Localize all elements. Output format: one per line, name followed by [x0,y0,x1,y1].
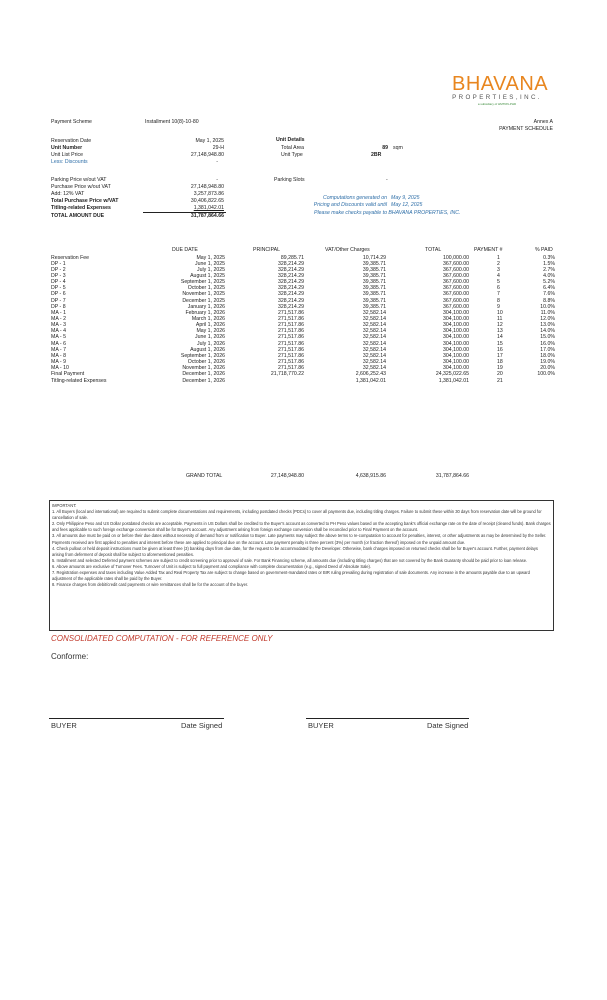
row-due-date: November 1, 2025 [182,291,225,298]
row-label: MA - 1 [51,309,66,316]
payment-scheme-value: Installment 10(8)-10-80 [145,119,199,125]
row-due-date: October 1, 2025 [187,285,225,292]
total-purchase-value: 30,406,822.65 [190,198,224,204]
row-due-date: May 1, 2026 [196,328,225,335]
row-payment-num: 18 [497,359,503,366]
row-payment-num: 14 [497,334,503,341]
row-total: 304,100.00 [443,328,469,335]
row-label: MA - 7 [51,346,66,353]
valid-until-label: Pricing and Discounts valid until [313,202,387,208]
row-principal: 328,214.29 [278,291,304,298]
row-pct-paid: 12.0% [540,316,555,322]
row-due-date: December 1, 2025 [182,297,225,304]
row-payment-num: 1 [497,254,500,261]
col-pct-paid: % PAID [535,247,553,253]
row-due-date: November 1, 2026 [182,365,225,372]
row-payment-num: 11 [497,316,503,322]
row-pct-paid: 11.0% [540,309,555,316]
row-label: DP - 7 [51,297,66,304]
payment-scheme-label: Payment Scheme [51,119,92,125]
row-vat: 32,582.14 [362,359,386,366]
row-label: Reservation Fee [51,254,90,261]
important-heading: IMPORTANT: [52,503,77,508]
row-payment-num: 12 [497,322,503,329]
unit-number-value: 29-H [212,145,224,151]
row-pct-paid: 18.0% [540,352,555,359]
row-total: 304,100.00 [443,309,469,316]
important-note-item: 5. Installment and selected Deferred payment schemes are subject to credit screening prior to approval of sale. For Bank Financing scheme, all amounts due (including titling charges) that are not covered by the Bank Guaranty should be paid prior to loan release. [52,557,528,563]
row-due-date: January 1, 2026 [187,303,225,310]
row-vat: 39,385.71 [362,266,386,273]
titling-value: 1,381,042.01 [193,205,224,211]
row-principal: 271,517.86 [278,340,304,347]
grand-total-principal: 27,148,948.80 [270,473,304,479]
total-due-value: 31,787,864.66 [190,213,224,219]
row-principal: 271,517.86 [278,316,304,322]
row-label: DP - 1 [51,260,66,267]
row-label: MA - 2 [51,316,66,322]
row-label: MA - 8 [51,352,66,359]
total-area-label: Total Area [281,145,305,151]
unit-list-price-value: 27,148,948.80 [190,152,224,158]
logo-brand: BHAVANA [452,73,549,95]
row-total: 304,100.00 [443,340,469,347]
row-label: MA - 5 [51,334,66,341]
important-note-item: 8. Finance charges from debit/credit card payments or wire remittances shall be for the account of the buyer. [52,582,249,588]
row-principal: 89,285.71 [280,254,304,261]
row-label: Final Payment [51,371,85,378]
row-total: 367,600.00 [443,260,469,267]
row-payment-num: 20 [497,371,503,378]
logo-tagline: a subsidiary of HMTRN-PHD [477,102,517,106]
row-vat: 39,385.71 [362,285,386,292]
annex-label: Annex A [533,119,553,125]
row-vat: 32,582.14 [362,316,386,322]
row-vat: 32,582.14 [362,340,386,347]
parking-slots-label: Parking Slots [274,177,305,183]
row-pct-paid: 13.0% [540,322,555,329]
row-principal: 328,214.29 [278,279,304,286]
checks-payable-note: Please make checks payable to BHAVANA PROPERTIES, INC. [314,210,461,216]
row-vat: 32,582.14 [362,352,386,359]
row-pct-paid: 4.0% [543,272,555,279]
row-total: 367,600.00 [443,272,469,279]
row-due-date: September 1, 2026 [180,352,225,359]
total-purchase-label: Total Purchase Price w/VAT [51,198,119,204]
row-due-date: December 1, 2026 [182,377,225,384]
row-pct-paid: 20.0% [540,365,555,372]
table-header [0,247,607,254]
row-total: 367,600.00 [443,303,469,310]
row-vat: 39,385.71 [362,260,386,267]
row-label: MA - 4 [51,328,66,335]
row-total: 100,000.00 [443,254,469,261]
row-pct-paid: 0.3% [543,254,555,261]
row-label: DP - 4 [51,279,66,286]
row-total: 367,600.00 [443,291,469,298]
row-vat: 32,582.14 [362,365,386,372]
row-pct-paid: 15.0% [540,334,555,341]
total-due-label: TOTAL AMOUNT DUE [51,213,105,219]
unit-type-value: 2BR [371,152,382,158]
table-row [0,378,607,385]
row-principal: 328,214.29 [278,297,304,304]
row-principal: 328,214.29 [278,260,304,267]
col-due-date: DUE DATE [172,247,198,253]
row-label: MA - 3 [51,322,66,329]
row-vat: 32,582.14 [362,322,386,329]
total-area-value: 89 [382,145,388,151]
grand-total-vat: 4,638,915.86 [355,473,386,479]
col-principal: PRINCIPAL [253,247,281,253]
row-due-date: July 1, 2025 [197,266,225,273]
row-label: DP - 3 [51,272,66,279]
generated-label: Computations generated on [322,195,387,201]
row-principal: 271,517.86 [278,309,304,316]
important-notes-box [49,500,554,631]
row-total: 367,600.00 [443,285,469,292]
unit-details-heading: Unit Details [276,137,305,143]
vat-label: Add: 12% VAT [51,191,85,197]
valid-until-date: May 12, 2025 [391,202,423,208]
row-principal: 328,214.29 [278,272,304,279]
discounts-value: - [216,159,218,165]
generated-date: May 9, 2025 [391,195,420,201]
row-due-date: February 1, 2026 [185,309,225,316]
row-total: 367,600.00 [443,266,469,273]
row-payment-num: 19 [497,365,503,372]
row-payment-num: 4 [497,272,500,279]
row-vat: 32,582.14 [362,309,386,316]
signature-line-2 [306,718,469,719]
row-label: DP - 6 [51,291,66,298]
important-note-item: 4. Check pullout or held deposit instructions must be given at least three (3) banking days from due date, for the request to be accommodated by the Developer. Otherwise, bank charges imposed on returned checks shall be for Buyer's account. Further, payment delays arising from deferment of deposit shall be subject to aforementioned penalties. [52,545,538,557]
grand-total-total: 31,787,864.66 [435,473,469,479]
row-pct-paid: 8.8% [543,297,555,304]
important-note-item: 6. Above amounts are exclusive of Turnover Fees. Turnover of Unit is subject to full payment and compliance with complete documentation (e.g., signed Deed of Absolute Sale). [52,563,372,569]
row-due-date: October 1, 2026 [187,359,225,366]
row-vat: 39,385.71 [362,279,386,286]
signature-2-buyer-label: BUYER [308,721,334,730]
row-due-date: December 1, 2026 [182,371,225,378]
row-label: MA - 10 [51,365,69,372]
row-payment-num: 17 [497,352,503,359]
important-note-item: 1. All Buyers (local and international) are required to submit complete documentations and requirements, including postdated checks (PDCs) to cover all payments due, including titling charges. Failure to submit these within 30 days from reservation date will be ground for cancellation of sale. [52,509,542,521]
row-pct-paid: 17.0% [540,346,555,353]
row-pct-paid: 19.0% [540,359,555,366]
row-payment-num: 9 [497,303,500,310]
row-payment-num: 15 [497,340,503,347]
row-total: 1,381,042.01 [438,377,469,384]
row-label: DP - 2 [51,266,66,273]
important-note-item: 2. Only Philippine Peso and US Dollar postdated checks are acceptable. Payments in US Dollars shall be credited to the Buyer's account as converted to PH Peso values based on the accepting bank's official exchange rate on the date of receipt (cleared funds). Bank charges and fees applicable to such foreign exchange conversion shall be for Buyer's account. Any adjustment arising from foreign exchange conversion shall be reconciled prior to Final Payment on the account. [52,521,551,533]
row-label: DP - 5 [51,285,66,292]
row-vat: 10,714.29 [362,254,386,261]
row-principal: 271,517.86 [278,352,304,359]
row-principal: 271,517.86 [278,328,304,335]
col-total: TOTAL [425,247,442,253]
company-logo [452,73,549,106]
row-principal: 271,517.86 [278,359,304,366]
row-label: MA - 9 [51,359,66,366]
parking-slots-value: - [386,177,388,183]
row-payment-num: 7 [497,291,500,298]
row-total: 304,100.00 [443,365,469,372]
row-due-date: March 1, 2026 [191,316,225,322]
signature-1-buyer-label: BUYER [51,721,77,730]
row-total: 304,100.00 [443,359,469,366]
row-principal: 328,214.29 [278,285,304,292]
row-pct-paid: 5.2% [543,279,555,286]
signature-1-date-label: Date Signed [181,721,223,730]
document-title: PAYMENT SCHEDULE [499,126,553,132]
grand-total-row [0,473,607,480]
row-vat: 32,582.14 [362,328,386,335]
purchase-price-value: 27,148,948.80 [190,184,224,190]
row-pct-paid: 16.0% [540,340,555,347]
row-payment-num: 13 [497,328,503,335]
row-total: 367,600.00 [443,279,469,286]
row-payment-num: 5 [497,279,500,286]
row-vat: 1,381,042.01 [355,377,386,384]
col-vat: VAT/Other Charges [325,247,370,253]
vat-value: 3,257,873.86 [193,191,224,197]
signature-2-date-label: Date Signed [427,721,469,730]
disclaimer-text: CONSOLIDATED COMPUTATION - FOR REFERENCE ONLY [51,634,273,643]
row-principal: 328,214.29 [278,303,304,310]
row-vat: 39,385.71 [362,303,386,310]
row-due-date: July 1, 2026 [197,340,225,347]
unit-type-label: Unit Type [281,152,303,158]
unit-number-label: Unit Number [51,145,83,151]
parking-price-value: - [216,177,218,183]
row-total: 304,100.00 [443,346,469,353]
row-label: Titling-related Expenses [51,377,107,384]
row-principal: 21,718,770.22 [270,371,304,378]
row-payment-num: 2 [497,260,500,267]
row-vat: 39,385.71 [362,291,386,298]
row-vat: 39,385.71 [362,297,386,304]
row-total: 24,325,022.65 [435,371,469,378]
reservation-date-value: May 1, 2025 [195,138,224,144]
row-pct-paid: 14.0% [540,328,555,335]
row-pct-paid: 6.4% [543,285,555,292]
parking-price-label: Parking Price w/out VAT [51,177,107,183]
row-total: 304,100.00 [443,316,469,322]
important-note-item: 3. All amounts due must be paid on or before their due dates without necessity of demand from or notification to Buyer. Late payments may subject the above terms to re-computation to account for penalties, interest, or other adjustments as may be determined by the Seller. Payments received are first applied to penalties and interest before these are applied to principal due on the account. Late payment penalty is three percent (3%) per month (or fraction thereof) imposed on the unpaid amount due. [52,533,547,545]
row-total: 304,100.00 [443,352,469,359]
row-vat: 32,582.14 [362,334,386,341]
total-area-unit: sqm [393,145,403,151]
row-principal: 271,517.86 [278,322,304,329]
row-principal: 328,214.29 [278,266,304,273]
row-due-date: September 1, 2025 [180,279,225,286]
row-due-date: June 1, 2026 [195,334,225,341]
row-total: 304,100.00 [443,322,469,329]
signature-line-1 [49,718,224,719]
row-payment-num: 6 [497,285,500,292]
row-total: 367,600.00 [443,297,469,304]
row-payment-num: 3 [497,266,500,273]
grand-total-label: GRAND TOTAL [186,473,223,479]
row-pct-paid: 7.6% [543,291,555,298]
row-due-date: April 1, 2026 [195,322,225,329]
row-due-date: August 1, 2025 [190,272,225,279]
row-payment-num: 8 [497,297,500,304]
row-principal: 271,517.86 [278,346,304,353]
row-pct-paid: 2.7% [543,266,555,273]
row-pct-paid: 10.0% [540,303,555,310]
unit-list-price-label: Unit List Price [51,152,83,158]
row-principal: 271,517.86 [278,334,304,341]
row-vat: 39,385.71 [362,272,386,279]
reservation-date-label: Reservation Date [51,138,92,144]
logo-subtitle: PROPERTIES,INC. [452,94,542,101]
row-label: DP - 8 [51,303,66,310]
row-pct-paid: 100.0% [537,371,555,378]
row-vat: 32,582.14 [362,346,386,353]
discounts-label: Less: Discounts [51,159,88,165]
titling-label: Titling-related Expenses [51,205,111,211]
row-total: 304,100.00 [443,334,469,341]
row-vat: 2,606,252.43 [355,371,386,378]
row-payment-num: 16 [497,346,503,353]
row-due-date: June 1, 2025 [195,260,225,267]
col-payment-num: PAYMENT # [474,247,503,253]
conforme-label: Conforme: [51,652,89,661]
row-payment-num: 21 [497,377,503,384]
row-payment-num: 10 [497,309,503,316]
row-label: MA - 6 [51,340,66,347]
purchase-price-label: Purchase Price w/out VAT [51,184,111,190]
row-due-date: May 1, 2025 [196,254,225,261]
row-pct-paid: 1.5% [543,260,555,267]
important-note-item: 7. Registration expenses and taxes including Value Added Tax and Real Property Tax are subject to change based on government-mandated rates or BIR ruling prevailing during registration of sale documents. Any increase in the amounts payable due to an upward adjustment of the applicable rates shall be paid by the Buyer. [52,570,530,582]
row-due-date: August 1, 2026 [190,346,225,353]
row-principal: 271,517.86 [278,365,304,372]
